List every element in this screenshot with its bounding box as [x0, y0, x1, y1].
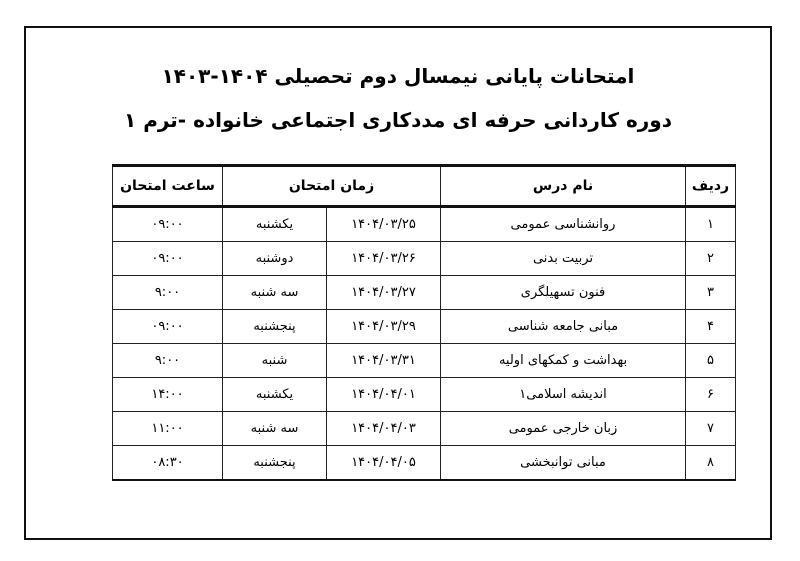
row-number-cell: ۳ — [686, 276, 736, 310]
course-name-cell: اندیشه اسلامی۱ — [441, 378, 686, 412]
exam-hour-cell: ۱۱:۰۰ — [113, 412, 223, 446]
course-name-cell: زبان خارجی عمومی — [441, 412, 686, 446]
exam-day-cell: سه شنبه — [223, 276, 327, 310]
table-row — [113, 310, 736, 344]
exam-schedule-table — [112, 164, 736, 481]
document-title: امتحانات پایانی نیمسال دوم تحصیلی ۱۴۰۴-۱۴۰۳ — [161, 64, 635, 88]
course-name-cell: مبانی جامعه شناسی — [441, 310, 686, 344]
exam-date-cell: ۱۴۰۴/۰۳/۲۵ — [327, 207, 441, 242]
course-name-cell: روانشناسی عمومی — [441, 207, 686, 242]
course-name-cell: فنون تسهیلگری — [441, 276, 686, 310]
table-row — [113, 344, 736, 378]
table-row — [113, 412, 736, 446]
exam-hour-cell: ۱۴:۰۰ — [113, 378, 223, 412]
exam-day-cell: پنجشنبه — [223, 310, 327, 344]
exam-date-cell: ۱۴۰۴/۰۴/۰۳ — [327, 412, 441, 446]
course-name-cell: بهداشت و کمکهای اولیه — [441, 344, 686, 378]
exam-date-cell: ۱۴۰۴/۰۴/۰۵ — [327, 446, 441, 481]
exam-hour-cell: ۰۹:۰۰ — [113, 310, 223, 344]
row-number-cell: ۸ — [686, 446, 736, 481]
exam-date-cell: ۱۴۰۴/۰۳/۲۶ — [327, 242, 441, 276]
exam-day-cell: سه شنبه — [223, 412, 327, 446]
table-row — [113, 276, 736, 310]
course-name-cell: تربیت بدنی — [441, 242, 686, 276]
header-row-number: ردیف — [686, 166, 736, 207]
exam-date-cell: ۱۴۰۴/۰۴/۰۱ — [327, 378, 441, 412]
header-exam-time: زمان امتحان — [223, 166, 441, 207]
document-frame — [24, 26, 772, 540]
exam-date-cell: ۱۴۰۴/۰۳/۲۷ — [327, 276, 441, 310]
exam-day-cell: یکشنبه — [223, 207, 327, 242]
exam-hour-cell: ۰۹:۰۰ — [113, 207, 223, 242]
table-row — [113, 207, 736, 242]
table-row — [113, 378, 736, 412]
row-number-cell: ۱ — [686, 207, 736, 242]
row-number-cell: ۴ — [686, 310, 736, 344]
exam-day-cell: شنبه — [223, 344, 327, 378]
table-row — [113, 446, 736, 481]
document-subtitle: دوره کاردانی حرفه ای مددکاری اجتماعی خانواده -ترم ۱ — [124, 108, 672, 132]
header-exam-hour: ساعت امتحان — [113, 166, 223, 207]
row-number-cell: ۲ — [686, 242, 736, 276]
exam-hour-cell: ۹:۰۰ — [113, 344, 223, 378]
exam-hour-cell: ۹:۰۰ — [113, 276, 223, 310]
exam-day-cell: دوشنبه — [223, 242, 327, 276]
course-name-cell: مبانی توانبخشی — [441, 446, 686, 481]
header-course-name: نام درس — [441, 166, 686, 207]
exam-date-cell: ۱۴۰۴/۰۳/۳۱ — [327, 344, 441, 378]
table-row — [113, 242, 736, 276]
row-number-cell: ۷ — [686, 412, 736, 446]
exam-date-cell: ۱۴۰۴/۰۳/۲۹ — [327, 310, 441, 344]
row-number-cell: ۵ — [686, 344, 736, 378]
exam-day-cell: پنجشنبه — [223, 446, 327, 481]
exam-hour-cell: ۰۸:۳۰ — [113, 446, 223, 481]
exam-hour-cell: ۰۹:۰۰ — [113, 242, 223, 276]
row-number-cell: ۶ — [686, 378, 736, 412]
table-header-row — [113, 166, 736, 207]
exam-day-cell: یکشنبه — [223, 378, 327, 412]
